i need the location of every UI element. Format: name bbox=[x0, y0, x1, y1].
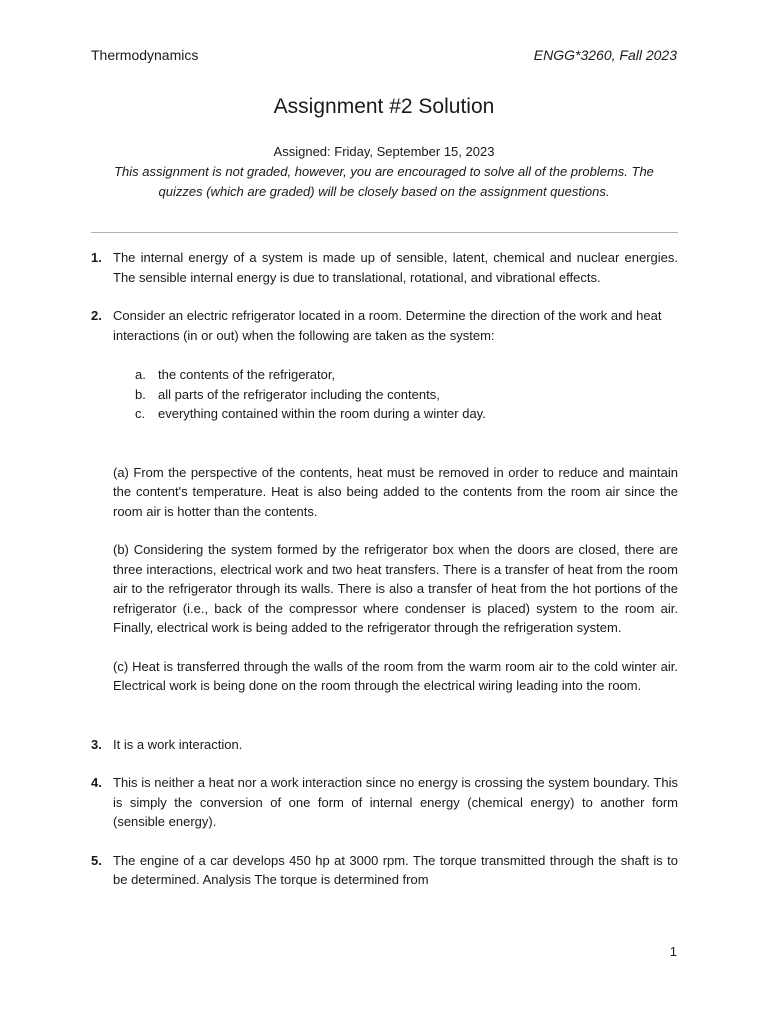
sub-items bbox=[113, 365, 678, 424]
question-number: 1. bbox=[91, 250, 102, 265]
question-number: 5. bbox=[91, 852, 102, 868]
question-text: The internal energy of a system is made up of sensible, latent, chemical and nuclear energies. The sensible internal energy is due to translational, rotational, and vibrational effects. bbox=[113, 250, 678, 285]
answer-a: (a) From the perspective of the contents, heat must be removed in order to reduce and maintain the content's temperature. Heat is also being added to the contents from the room air since the room air is hotter than the contents. bbox=[113, 464, 678, 519]
sub-item bbox=[113, 365, 678, 385]
question-number: 4. bbox=[91, 775, 102, 790]
question-number: 3. bbox=[91, 736, 102, 752]
question-text: This is neither a heat nor a work interaction since no energy is crossing the system boundary. This is simply the conversion of one form of internal energy (chemical energy) to another form (sensible energy). bbox=[113, 775, 678, 829]
answer-b: (b) Considering the system formed by the refrigerator box when the doors are closed, there are three interactions, electrical work and two heat transfers. There is a transfer of heat from the room air to the refrigerator through its walls. There is also a transfer of heat from the hot portions of the refrigerator (i.e., back of the compressor where condenser is placed) system to the room air. Finally, electrical work is being added to the refrigerator through the refrigeration system. bbox=[113, 542, 678, 635]
question-3 bbox=[91, 735, 678, 755]
question-1 bbox=[91, 248, 678, 287]
question-2 bbox=[91, 306, 678, 696]
grading-note: This assignment is not graded, however, you are encouraged to solve all of the problems. The quizzes (which are graded) will be closely based on the assignment questions. bbox=[114, 164, 654, 199]
question-4 bbox=[91, 773, 678, 832]
sub-item-letter: c. bbox=[135, 406, 146, 421]
sub-item bbox=[113, 404, 678, 424]
header-course: Thermodynamics bbox=[91, 47, 199, 63]
sub-item-text: everything contained within the room during a winter day. bbox=[158, 406, 486, 421]
sub-item-letter: b. bbox=[135, 386, 146, 402]
sub-item-text: the contents of the refrigerator, bbox=[158, 367, 336, 382]
sub-item bbox=[113, 385, 678, 405]
sub-item-letter: a. bbox=[135, 367, 146, 382]
page-title: Assignment #2 Solution bbox=[273, 95, 495, 118]
question-text: The engine of a car develops 450 hp at 3000 rpm. The torque transmitted through the shaft is to be determined. Analysis The torque is determined from bbox=[113, 852, 678, 887]
page-number: 1 bbox=[669, 944, 677, 959]
sub-item-text: all parts of the refrigerator including the contents, bbox=[158, 386, 440, 402]
solutions-list bbox=[91, 248, 678, 890]
question-number: 2. bbox=[91, 308, 102, 323]
header-course-code: ENGG*3260, Fall 2023 bbox=[533, 47, 677, 63]
question-5 bbox=[91, 851, 678, 890]
divider bbox=[91, 232, 678, 233]
question-text: Consider an electric refrigerator located in a room. Determine the direction of the work and heat interactions (in or out) when the following are taken as the system: bbox=[113, 308, 662, 343]
question-text: It is a work interaction. bbox=[113, 736, 243, 752]
answer-c: (c) Heat is transferred through the walls of the room from the warm room air to the cold winter air. Electrical work is being done on the room through the electrical wiring leading into the room. bbox=[113, 658, 678, 693]
assigned-date: Assigned: Friday, September 15, 2023 bbox=[273, 144, 495, 159]
